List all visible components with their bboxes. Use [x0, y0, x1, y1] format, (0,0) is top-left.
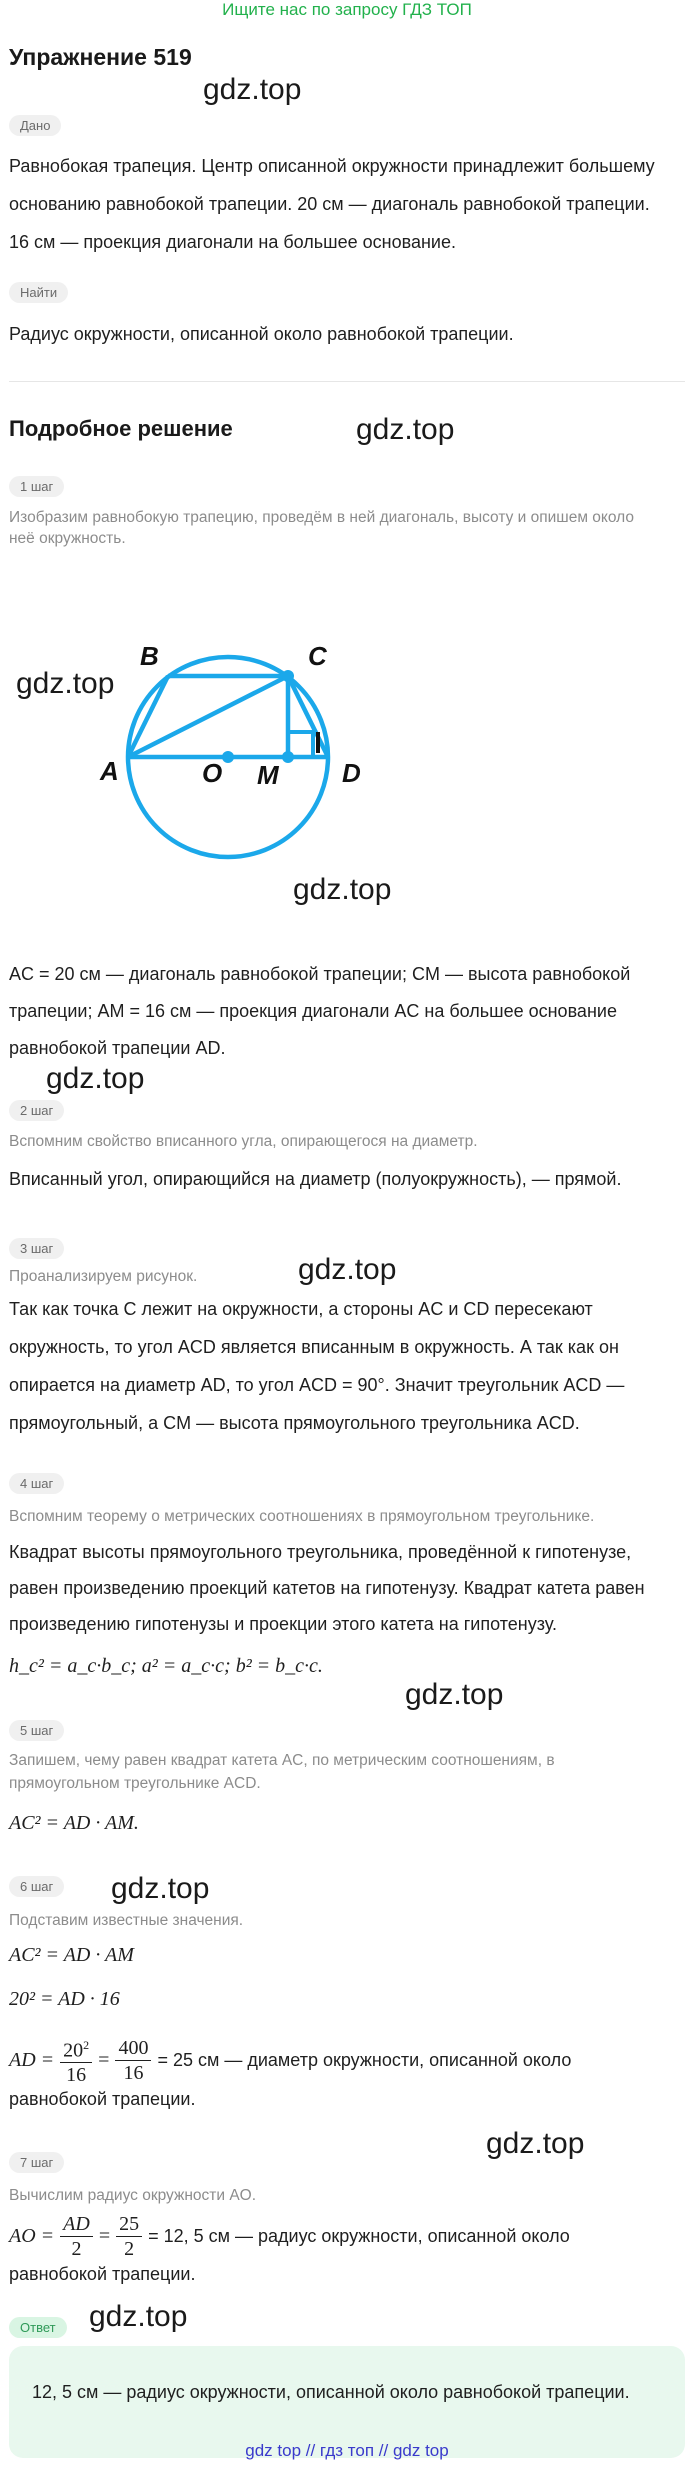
step-7-text: равнобокой трапеции. [9, 2264, 196, 2284]
label-B: B [140, 641, 159, 671]
given-tag: Дано [9, 115, 61, 136]
watermark: gdz.top [203, 73, 302, 106]
watermark: gdz.top [46, 1062, 145, 1095]
label-M: M [257, 760, 279, 790]
point-M [282, 751, 294, 763]
step-5-tag: 5 шаг [9, 1720, 64, 1741]
top-search-link[interactable]: Ищите нас по запросу ГДЗ ТОП [222, 0, 472, 19]
given-line: основанию равнобокой трапеции. 20 см — диагональ равнобокой трапеции. [9, 194, 650, 214]
label-O: O [202, 758, 223, 788]
step-3-tag: 3 шаг [9, 1238, 64, 1259]
find-tag: Найти [9, 282, 68, 303]
step-7-intro: Вычислим радиус окружности AO. [9, 2187, 257, 2204]
step-2-tag: 2 шаг [9, 1100, 64, 1121]
side-CD [288, 676, 328, 757]
step-3-text: Так как точка C лежит на окружности, а стороны AC и CD пересекают [9, 1299, 593, 1319]
label-A: A [100, 756, 119, 786]
equals-sign: = [98, 2224, 111, 2247]
watermark: gdz.top [298, 1253, 397, 1286]
ad-label: AD = [9, 2048, 55, 2071]
watermark: gdz.top [293, 873, 392, 906]
answer-text: 12, 5 см — радиус окружности, описанной около равнобокой трапеции. [32, 2382, 630, 2402]
step-3-text: опирается на диаметр AD, то угол ACD = 90°. Значит треугольник ACD — [9, 1375, 625, 1395]
bottom-links[interactable]: gdz top // гдз топ // gdz top [245, 2441, 449, 2460]
step-3-text: прямоугольный, а CM — высота прямоугольного треугольника ACD. [9, 1413, 580, 1433]
given-line: 16 см — проекция диагонали на большее основание. [9, 232, 456, 252]
step-2-text: Вписанный угол, опирающийся на диаметр (полуокружность), — прямой. [9, 1169, 622, 1189]
step-1-text: трапеции; AM = 16 см — проекция диагонали AC на большее основание [9, 1001, 617, 1021]
step-5-intro: прямоугольном треугольнике ACD. [9, 1775, 261, 1792]
diagonal-AC [128, 676, 288, 757]
step-4-formula: h_c² = a_c·b_c; a² = a_c·c; b² = b_c·c. [9, 1655, 323, 1677]
step-6-text: равнобокой трапеции. [9, 2089, 196, 2109]
step-6-formula: AC² = AD · AM [9, 1944, 134, 1966]
equals-sign: = [98, 2048, 110, 2071]
answer-tag: Ответ [9, 2317, 67, 2338]
given-line: Равнобокая трапеция. Центр описанной окружности принадлежит большему [9, 156, 655, 176]
step-1-text: равнобокой трапеции AD. [9, 1038, 226, 1058]
step-1-text: AC = 20 см — диагональ равнобокой трапеции; CM — высота равнобокой [9, 964, 631, 984]
step-7-result: = 12, 5 см — радиус окружности, описанной около [148, 2225, 570, 2246]
point-O [222, 751, 234, 763]
watermark: gdz.top [405, 1678, 504, 1711]
watermark: gdz.top [486, 2127, 585, 2160]
fraction: $\frac{20^2}{16}$ [60, 2033, 92, 2088]
divider [9, 381, 685, 382]
watermark: gdz.top [16, 667, 115, 700]
step-6-tag: 6 шаг [9, 1876, 64, 1897]
label-C: C [308, 641, 327, 671]
step-1-intro: неё окружность. [9, 530, 126, 547]
step-4-intro: Вспомним теорему о метрических соотношениях в прямоугольном треугольнике. [9, 1508, 595, 1525]
step-4-tag: 4 шаг [9, 1473, 64, 1494]
fraction: $\frac{25}{2}$ [116, 2212, 142, 2261]
step-2-intro: Вспомним свойство вписанного угла, опирающегося на диаметр. [9, 1133, 478, 1150]
step-5-formula: AC² = AD · AM. [9, 1812, 139, 1834]
step-3-intro: Проанализируем рисунок. [9, 1268, 198, 1285]
step-4-text: Квадрат высоты прямоугольного треугольника, проведённой к гипотенузе, [9, 1542, 632, 1562]
step-6-result: = 25 см — диаметр окружности, описанной около [157, 2049, 572, 2070]
fraction: $\frac{400}{16}$ [115, 2036, 151, 2085]
trapezoid-figure [0, 620, 694, 890]
step-1-tag: 1 шаг [9, 476, 64, 497]
step-4-text: произведению гипотенузы и проекции этого катета на гипотенузу. [9, 1614, 557, 1634]
watermark: gdz.top [111, 1872, 210, 1905]
step-6-intro: Подставим известные значения. [9, 1912, 244, 1929]
exercise-title: Упражнение 519 [9, 44, 192, 70]
step-7-tag: 7 шаг [9, 2152, 64, 2173]
find-text: Радиус окружности, описанной около равнобокой трапеции. [9, 324, 514, 344]
ao-label: AO = [9, 2224, 55, 2247]
watermark: gdz.top [89, 2300, 188, 2333]
fraction: $\frac{AD}{2}$ [60, 2212, 93, 2261]
step-3-text: окружность, то угол ACD является вписанным в окружность. А так как он [9, 1337, 619, 1357]
point-C [282, 670, 294, 682]
step-4-text: равен произведению проекций катетов на гипотенузу. Квадрат катета равен [9, 1578, 645, 1598]
watermark: gdz.top [356, 413, 455, 446]
label-D: D [342, 758, 361, 788]
step-6-formula: 20² = AD · 16 [9, 1988, 120, 2010]
solution-title: Подробное решение [9, 416, 233, 441]
step-1-intro: Изобразим равнобокую трапецию, проведём в ней диагональ, высоту и опишем около [9, 509, 634, 526]
step-5-intro: Запишем, чему равен квадрат катета AC, по метрическим соотношениям, в [9, 1752, 555, 1769]
